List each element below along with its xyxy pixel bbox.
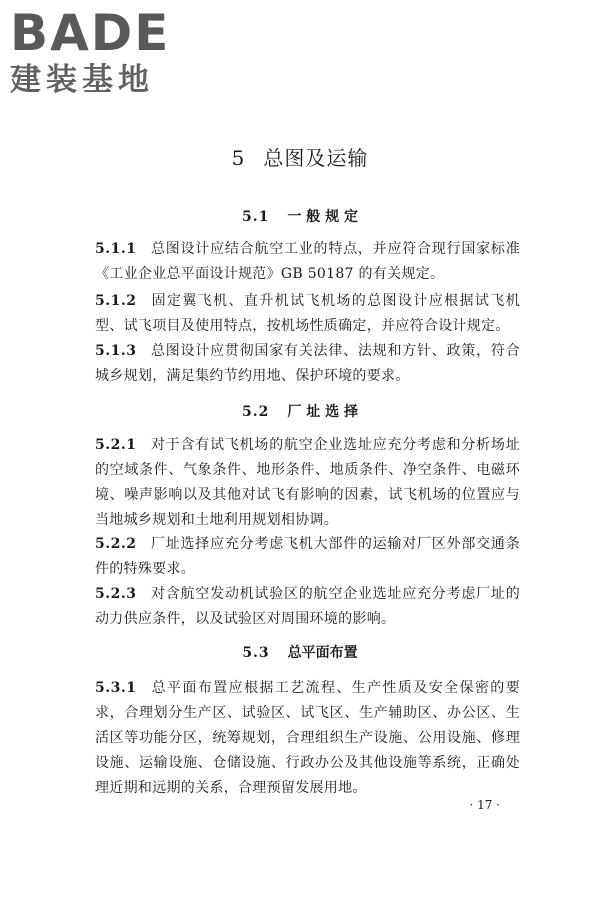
clause-number: 5.2.2: [95, 536, 137, 552]
clause-text: 总平面布置应根据工艺流程、生产性质及安全保密的要求，合理划分生产区、试验区、试飞区、生产辅助区、办公区、生活区等功能分区，统筹规划，合理组织生产设施、公用设施、修理设施、运输设施、仓储设施、行政办公及其他设施等系统，正确处理近期和远期的关系，合理预留发展用地。: [95, 680, 520, 796]
clause: [95, 433, 520, 533]
page-number: · 17 ·: [469, 798, 500, 812]
clause: [95, 289, 520, 339]
clause-number: 5.1.2: [95, 293, 137, 309]
clause-number: 5.3.1: [95, 680, 137, 696]
clause: [95, 339, 520, 389]
logo-name: 建装基地: [10, 62, 154, 98]
clause-text: 对于含有试飞机场的航空企业选址应充分考虑和分析场址的空域条件、气象条件、地形条件、地质条件、净空条件、电磁环境、噪声影响以及其他对试飞有影响的因素，试飞机场的位置应与当地城乡规划和土地利用规划相协调。: [95, 437, 520, 528]
section-title: 总平面布置: [287, 645, 358, 661]
section-number: 5.1: [242, 209, 270, 225]
clause-text: 厂址选择应充分考虑飞机大部件的运输对厂区外部交通条件的特殊要求。: [95, 536, 520, 577]
clause: [95, 582, 520, 632]
clause: [95, 676, 520, 801]
clause: [95, 237, 520, 287]
section-heading: [0, 402, 600, 422]
chapter-title: [0, 145, 600, 171]
logo-mark: BADE: [10, 4, 171, 62]
clause-text: 对含航空发动机试验区的航空企业选址应充分考虑厂址的动力供应条件，以及试验区对周围环境的影响。: [95, 586, 520, 627]
section-number: 5.3: [242, 645, 270, 661]
section-heading: [0, 207, 600, 227]
clause-number: 5.1.1: [95, 241, 137, 257]
clause-number: 5.2.1: [95, 437, 137, 453]
clause-text: 固定翼飞机、直升机试飞机场的总图设计应根据试飞机型、试飞项目及使用特点，按机场性质确定，并应符合设计规定。: [95, 293, 520, 334]
section-title: 一 般 规 定: [287, 209, 358, 225]
chapter-number: 5: [231, 146, 246, 170]
section-heading: [0, 643, 600, 663]
section-title: 厂 址 选 择: [287, 404, 358, 420]
section-number: 5.2: [242, 404, 270, 420]
clause: [95, 532, 520, 582]
clause-number: 5.2.3: [95, 586, 137, 602]
clause-text: 总图设计应结合航空工业的特点，并应符合现行国家标准《工业企业总平面设计规范》GB 50187 的有关规定。: [95, 241, 520, 282]
chapter-title-text: 总图及运输: [263, 146, 369, 170]
clause-text: 总图设计应贯彻国家有关法律、法规和方针、政策，符合城乡规划，满足集约节约用地、保护环境的要求。: [95, 343, 520, 384]
clause-number: 5.1.3: [95, 343, 137, 359]
logo: [10, 4, 180, 98]
